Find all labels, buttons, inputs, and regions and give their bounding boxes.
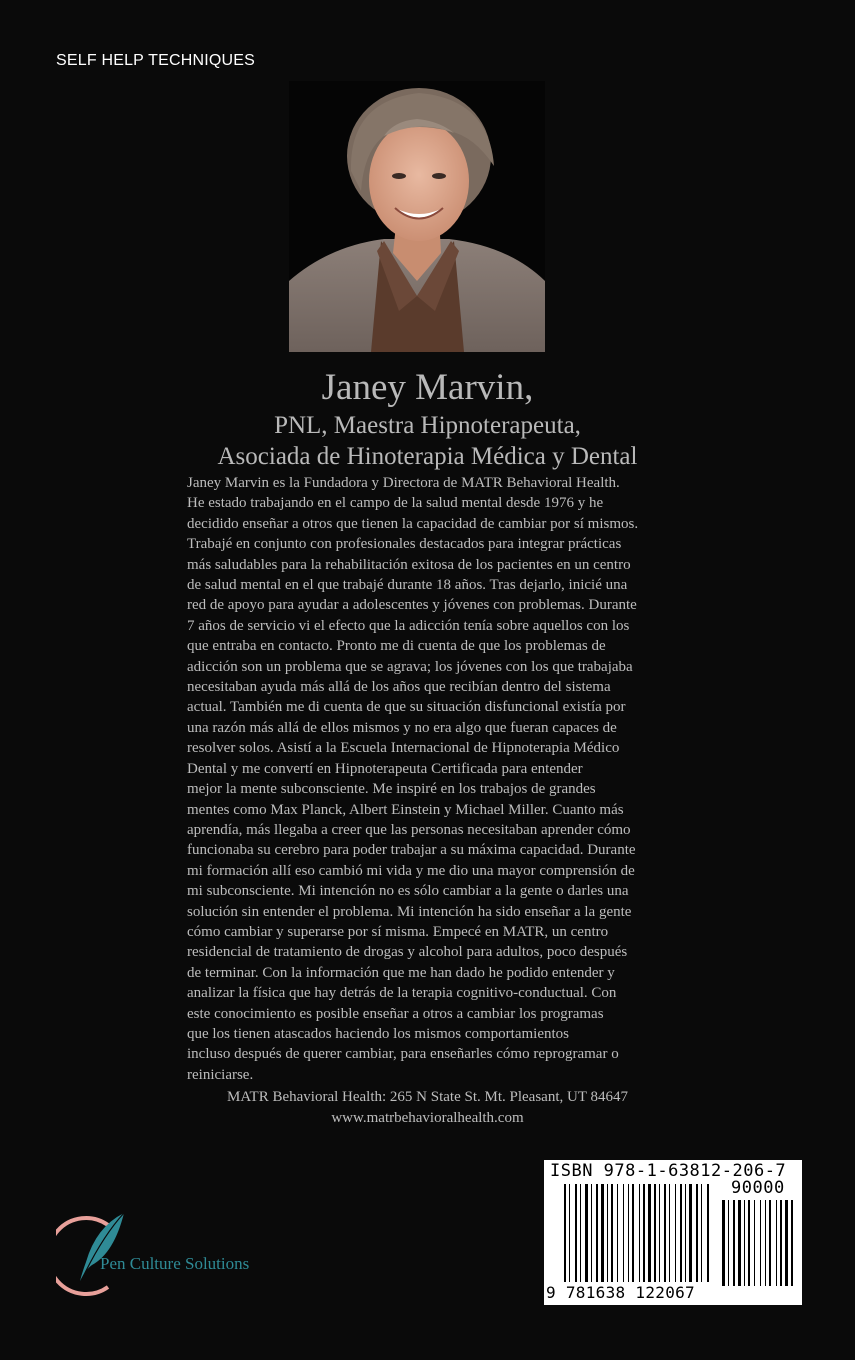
ean-number: 9 781638 122067 [546, 1283, 695, 1302]
bio-line: actual. También me di cuenta de que su situación disfuncional existía por [187, 699, 626, 716]
author-name: Janey Marvin, [321, 367, 534, 408]
bio-line: 7 años de servicio vi el efecto que la adicción tenía sobre aquellos con los [187, 617, 630, 634]
bio-line: de terminar. Con la información que me han dado he podido entender y [187, 964, 615, 981]
author-portrait-image [289, 81, 545, 352]
bio-line: decidido enseñar a otros que tienen la capacidad de cambiar por sí mismos. [187, 515, 639, 532]
author-bio [187, 473, 667, 1085]
bio-line: residencial de tratamiento de drogas y alcohol para adultos, poco después [187, 944, 628, 961]
publisher-logo [56, 1207, 296, 1297]
bio-line: más saludables para la rehabilitación exitosa de los pacientes en un centro [187, 556, 631, 573]
author-credentials-line1: PNL, Maestra Hipnoterapeuta, [274, 412, 581, 439]
bio-line: que entraba en contacto. Pronto me di cuenta de que los problemas de [187, 638, 606, 655]
bio-line: analizar la física que hay detrás de la terapia cognitivo-conductual. Con [187, 985, 617, 1002]
website-text: www.matrbehavioralhealth.com [331, 1110, 524, 1126]
isbn-addon-number: 90000 [731, 1178, 785, 1198]
bio-line: cómo cambiar y superarse por sí misma. Empecé en MATR, un centro [187, 923, 609, 940]
bio-line: funcionaba su cerebro para poder trabajar a su máxima capacidad. Durante [187, 842, 636, 859]
contact-block [0, 1087, 855, 1129]
bio-line: mejor la mente subconsciente. Me inspiré en los trabajos de grandes [187, 781, 596, 798]
bio-line: adicción son un problema que se agrava; los jóvenes con los que trabajaba [187, 658, 633, 675]
bio-line: solución sin entender el problema. Mi intención ha sido enseñar a la gente [187, 903, 632, 920]
bio-line: reiniciarse. [187, 1066, 254, 1083]
bio-line: que los tienen atascados haciendo los mismos comportamientos [187, 1025, 570, 1042]
bio-line: resolver solos. Asistí a la Escuela Internacional de Hipnoterapia Médico [187, 740, 620, 757]
bio-line: necesitaban ayuda más allá de los años que recibían dentro del sistema [187, 679, 611, 696]
bio-line: incluso después de querer cambiar, para enseñarles cómo reprogramar o [187, 1046, 619, 1063]
bio-line: Dental y me convertí en Hipnoterapeuta Certificada para entender [187, 760, 583, 777]
bio-line: red de apoyo para ayudar a adolescentes y jóvenes con problemas. Durante [187, 597, 637, 614]
bio-line: Trabajé en conjunto con profesionales destacados para integrar prácticas [187, 536, 622, 553]
author-photo [289, 81, 545, 352]
category-label: SELF HELP TECHNIQUES [56, 52, 256, 69]
feather-quill-icon [56, 1207, 296, 1297]
bio-line: mi formación allí eso cambió mi vida y me dio una mayor comprensión de [187, 862, 635, 879]
bio-line: de salud mental en el que trabajé durante 18 años. Tras dejarlo, inicié una [187, 577, 628, 594]
bio-line: aprendía, más llegaba a creer que las personas necesitaban aprender cómo [187, 821, 631, 838]
bio-line: Janey Marvin es la Fundadora y Directora de MATR Behavioral Health. [187, 475, 620, 491]
bio-line: mentes como Max Planck, Albert Einstein y Michael Miller. Cuanto más [187, 801, 624, 818]
bio-line: este conocimiento es posible enseñar a otros a cambiar los programas [187, 1005, 604, 1022]
author-heading [0, 366, 855, 472]
address-text: MATR Behavioral Health: 265 N State St. Mt. Pleasant, UT 84647 [227, 1089, 628, 1105]
bio-line: mi subconsciente. Mi intención no es sólo cambiar a la gente o darles una [187, 883, 629, 900]
author-credentials-line2: Asociada de Hinoterapia Médica y Dental [217, 443, 638, 470]
bio-line: He estado trabajando en el campo de la salud mental desde 1976 y he [187, 495, 604, 512]
bio-line: una razón más allá de ellos mismos y no era algo que fueran capaces de [187, 719, 617, 736]
isbn-label: ISBN 978-1-63812-206-7 [550, 1161, 787, 1181]
isbn-barcode [544, 1160, 802, 1305]
publisher-name: Pen Culture Solutions [100, 1254, 250, 1273]
